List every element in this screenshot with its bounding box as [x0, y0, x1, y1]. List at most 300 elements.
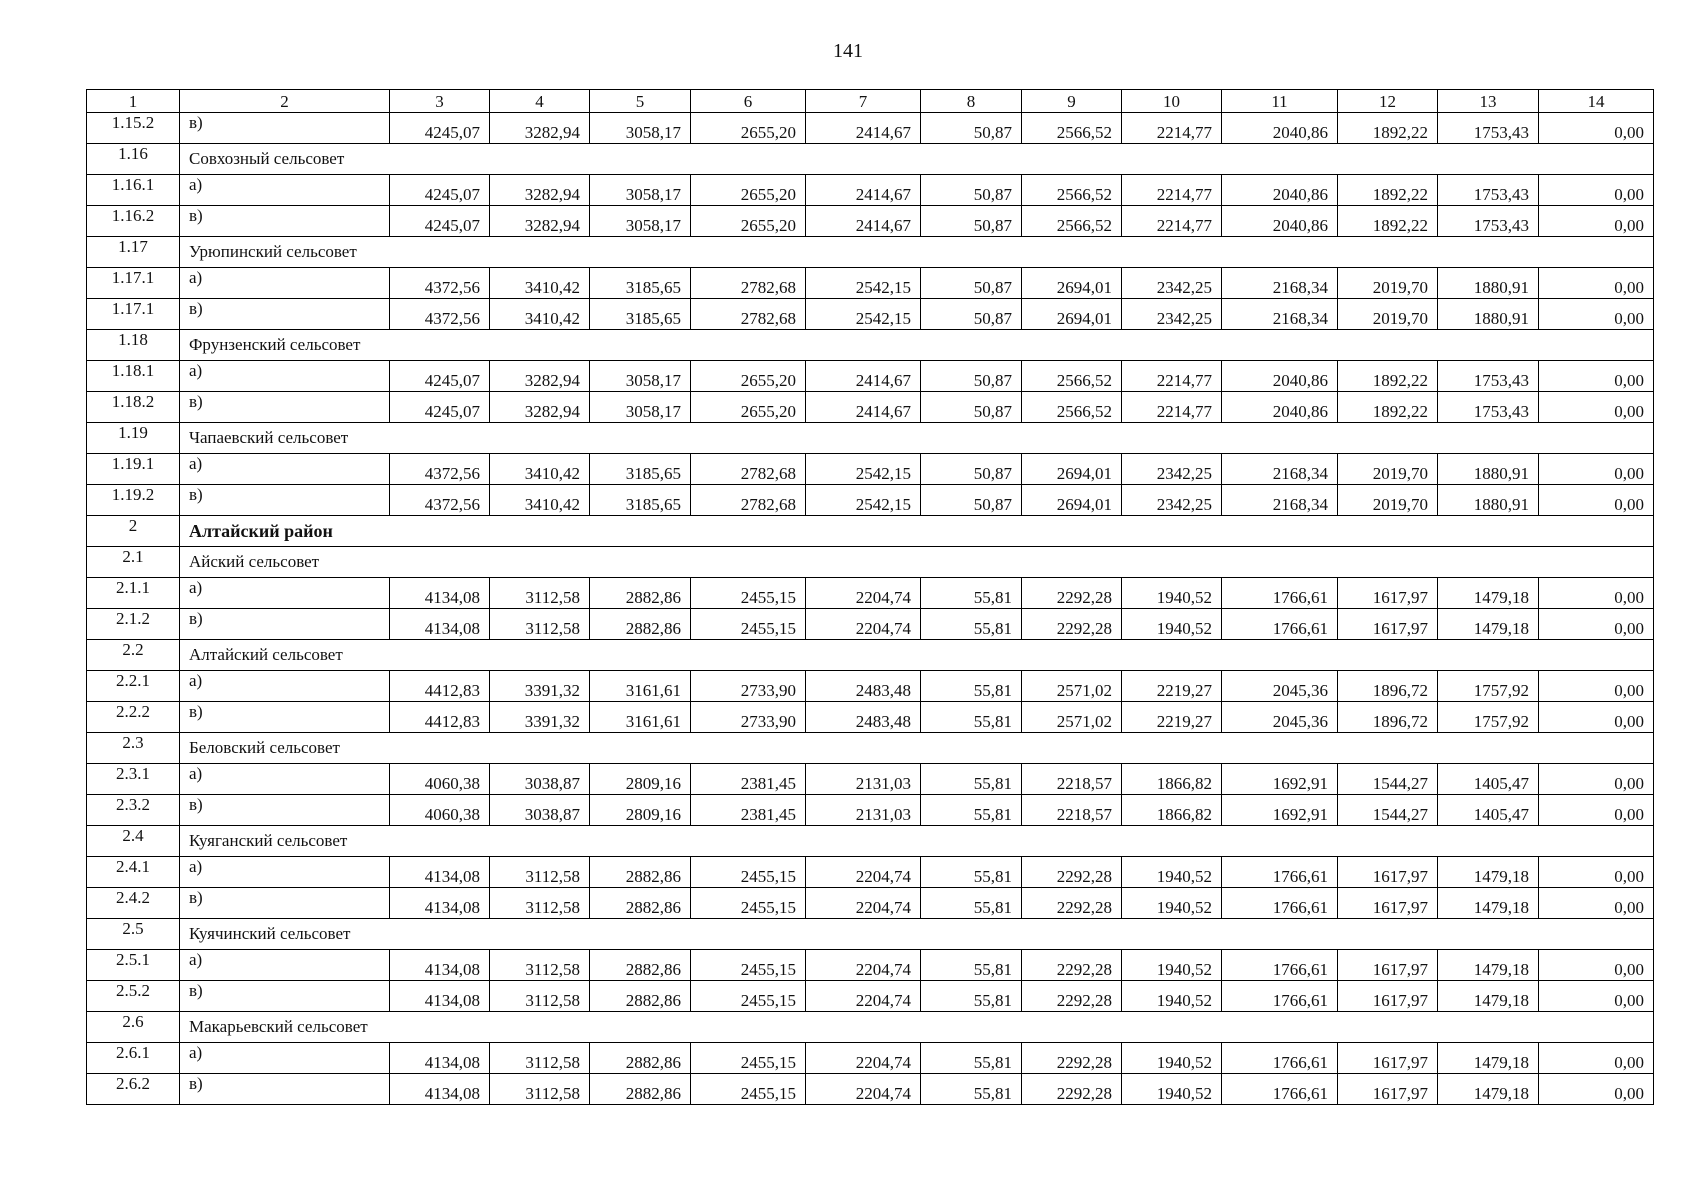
value-cell: 2214,77 [1122, 175, 1222, 206]
value-cell: 3410,42 [490, 268, 590, 299]
settlement-row [87, 144, 1654, 175]
value-cell: 2292,28 [1022, 609, 1122, 640]
value-cell: 2214,77 [1122, 113, 1222, 144]
value-cell: 2414,67 [806, 206, 921, 237]
district-title: Алтайский район [180, 516, 1654, 547]
column-header: 7 [806, 90, 921, 113]
value-cell: 2694,01 [1022, 299, 1122, 330]
value-cell: 3282,94 [490, 392, 590, 423]
value-cell: 0,00 [1539, 609, 1654, 640]
value-cell: 55,81 [921, 764, 1022, 795]
value-cell: 4134,08 [390, 888, 490, 919]
value-cell: 1479,18 [1438, 857, 1539, 888]
table-row [87, 950, 1654, 981]
value-cell: 2040,86 [1222, 361, 1338, 392]
value-cell: 3112,58 [490, 981, 590, 1012]
value-cell: 3410,42 [490, 485, 590, 516]
table-row [87, 113, 1654, 144]
value-cell: 2045,36 [1222, 702, 1338, 733]
value-cell: 1892,22 [1338, 392, 1438, 423]
value-cell: 2292,28 [1022, 981, 1122, 1012]
value-cell: 50,87 [921, 361, 1022, 392]
row-code: 1.19 [87, 423, 180, 454]
settlement-title: Алтайский сельсовет [180, 640, 1654, 671]
value-cell: 2214,77 [1122, 206, 1222, 237]
settlement-title: Совхозный сельсовет [180, 144, 1654, 175]
value-cell: 0,00 [1539, 206, 1654, 237]
value-cell: 2694,01 [1022, 268, 1122, 299]
value-cell: 3185,65 [590, 485, 691, 516]
value-cell: 1940,52 [1122, 609, 1222, 640]
value-cell: 3282,94 [490, 361, 590, 392]
value-cell: 2455,15 [691, 609, 806, 640]
value-cell: 2571,02 [1022, 671, 1122, 702]
row-code: 2.1.1 [87, 578, 180, 609]
value-cell: 2204,74 [806, 578, 921, 609]
row-label: в) [180, 485, 390, 516]
value-cell: 4372,56 [390, 299, 490, 330]
value-cell: 1479,18 [1438, 609, 1539, 640]
value-cell: 1479,18 [1438, 981, 1539, 1012]
value-cell: 0,00 [1539, 764, 1654, 795]
value-cell: 3112,58 [490, 1043, 590, 1074]
value-cell: 2694,01 [1022, 454, 1122, 485]
value-cell: 2168,34 [1222, 485, 1338, 516]
value-cell: 55,81 [921, 795, 1022, 826]
value-cell: 3058,17 [590, 113, 691, 144]
value-cell: 1753,43 [1438, 392, 1539, 423]
value-cell: 2040,86 [1222, 113, 1338, 144]
settlement-row [87, 640, 1654, 671]
value-cell: 50,87 [921, 206, 1022, 237]
row-code: 2.5.2 [87, 981, 180, 1012]
value-cell: 2542,15 [806, 268, 921, 299]
settlement-title: Айский сельсовет [180, 547, 1654, 578]
value-cell: 0,00 [1539, 1074, 1654, 1105]
row-label: а) [180, 764, 390, 795]
value-cell: 1757,92 [1438, 702, 1539, 733]
row-label: в) [180, 609, 390, 640]
row-label: а) [180, 454, 390, 485]
row-code: 1.17 [87, 237, 180, 268]
district-row [87, 516, 1654, 547]
value-cell: 2204,74 [806, 1074, 921, 1105]
value-cell: 2040,86 [1222, 175, 1338, 206]
table-row [87, 609, 1654, 640]
value-cell: 2542,15 [806, 299, 921, 330]
value-cell: 0,00 [1539, 361, 1654, 392]
value-cell: 2292,28 [1022, 1074, 1122, 1105]
value-cell: 2455,15 [691, 578, 806, 609]
row-label: в) [180, 1074, 390, 1105]
value-cell: 3112,58 [490, 950, 590, 981]
value-cell: 2342,25 [1122, 485, 1222, 516]
row-label: а) [180, 1043, 390, 1074]
settlement-row [87, 330, 1654, 361]
value-cell: 1892,22 [1338, 361, 1438, 392]
value-cell: 1892,22 [1338, 206, 1438, 237]
value-cell: 2455,15 [691, 950, 806, 981]
value-cell: 2342,25 [1122, 268, 1222, 299]
column-header: 6 [691, 90, 806, 113]
value-cell: 1617,97 [1338, 1074, 1438, 1105]
value-cell: 2040,86 [1222, 392, 1338, 423]
table-row [87, 206, 1654, 237]
value-cell: 4134,08 [390, 950, 490, 981]
value-cell: 3185,65 [590, 454, 691, 485]
column-header: 13 [1438, 90, 1539, 113]
value-cell: 3112,58 [490, 1074, 590, 1105]
value-cell: 55,81 [921, 950, 1022, 981]
value-cell: 1766,61 [1222, 950, 1338, 981]
value-cell: 1766,61 [1222, 857, 1338, 888]
value-cell: 0,00 [1539, 671, 1654, 702]
value-cell: 2414,67 [806, 113, 921, 144]
row-label: а) [180, 857, 390, 888]
value-cell: 2566,52 [1022, 175, 1122, 206]
settlement-title: Фрунзенский сельсовет [180, 330, 1654, 361]
value-cell: 50,87 [921, 485, 1022, 516]
value-cell: 4134,08 [390, 1043, 490, 1074]
value-cell: 4134,08 [390, 609, 490, 640]
row-code: 2.1 [87, 547, 180, 578]
value-cell: 3282,94 [490, 206, 590, 237]
table-row [87, 392, 1654, 423]
value-cell: 50,87 [921, 175, 1022, 206]
value-cell: 50,87 [921, 392, 1022, 423]
value-cell: 2204,74 [806, 609, 921, 640]
value-cell: 4134,08 [390, 981, 490, 1012]
table-body [87, 90, 1654, 1105]
row-code: 1.19.2 [87, 485, 180, 516]
row-code: 2.5.1 [87, 950, 180, 981]
value-cell: 0,00 [1539, 578, 1654, 609]
row-code: 2.2.1 [87, 671, 180, 702]
value-cell: 1617,97 [1338, 981, 1438, 1012]
value-cell: 1753,43 [1438, 361, 1539, 392]
value-cell: 55,81 [921, 857, 1022, 888]
value-cell: 1940,52 [1122, 981, 1222, 1012]
value-cell: 0,00 [1539, 950, 1654, 981]
value-cell: 0,00 [1539, 268, 1654, 299]
value-cell: 2045,36 [1222, 671, 1338, 702]
value-cell: 1617,97 [1338, 888, 1438, 919]
row-code: 1.16.2 [87, 206, 180, 237]
value-cell: 2381,45 [691, 764, 806, 795]
value-cell: 50,87 [921, 299, 1022, 330]
value-cell: 3112,58 [490, 609, 590, 640]
row-label: в) [180, 981, 390, 1012]
table-row [87, 857, 1654, 888]
row-code: 2 [87, 516, 180, 547]
value-cell: 2483,48 [806, 671, 921, 702]
value-cell: 0,00 [1539, 113, 1654, 144]
value-cell: 1940,52 [1122, 1043, 1222, 1074]
table-row [87, 981, 1654, 1012]
value-cell: 2204,74 [806, 888, 921, 919]
value-cell: 1753,43 [1438, 206, 1539, 237]
value-cell: 2168,34 [1222, 268, 1338, 299]
value-cell: 3112,58 [490, 857, 590, 888]
value-cell: 2882,86 [590, 578, 691, 609]
value-cell: 2882,86 [590, 888, 691, 919]
value-cell: 3185,65 [590, 268, 691, 299]
value-cell: 4134,08 [390, 578, 490, 609]
row-code: 2.2 [87, 640, 180, 671]
column-number-row [87, 90, 1654, 113]
row-code: 1.18 [87, 330, 180, 361]
value-cell: 2292,28 [1022, 1043, 1122, 1074]
value-cell: 2218,57 [1022, 764, 1122, 795]
column-header: 12 [1338, 90, 1438, 113]
row-label: в) [180, 888, 390, 919]
value-cell: 3185,65 [590, 299, 691, 330]
value-cell: 3391,32 [490, 702, 590, 733]
value-cell: 1766,61 [1222, 578, 1338, 609]
value-cell: 2455,15 [691, 1074, 806, 1105]
value-cell: 2168,34 [1222, 454, 1338, 485]
value-cell: 0,00 [1539, 857, 1654, 888]
value-cell: 55,81 [921, 578, 1022, 609]
row-label: а) [180, 268, 390, 299]
row-label: в) [180, 299, 390, 330]
value-cell: 1479,18 [1438, 1043, 1539, 1074]
value-cell: 1692,91 [1222, 764, 1338, 795]
value-cell: 55,81 [921, 609, 1022, 640]
value-cell: 2204,74 [806, 950, 921, 981]
value-cell: 2214,77 [1122, 361, 1222, 392]
row-label: а) [180, 578, 390, 609]
table-row [87, 1074, 1654, 1105]
settlement-row [87, 1012, 1654, 1043]
value-cell: 4060,38 [390, 764, 490, 795]
value-cell: 55,81 [921, 981, 1022, 1012]
value-cell: 3161,61 [590, 671, 691, 702]
settlement-title: Макарьевский сельсовет [180, 1012, 1654, 1043]
column-header: 1 [87, 90, 180, 113]
column-header: 8 [921, 90, 1022, 113]
value-cell: 1880,91 [1438, 485, 1539, 516]
value-cell: 2414,67 [806, 361, 921, 392]
column-header: 10 [1122, 90, 1222, 113]
value-cell: 2809,16 [590, 764, 691, 795]
table-row [87, 764, 1654, 795]
value-cell: 2882,86 [590, 950, 691, 981]
row-code: 2.3.2 [87, 795, 180, 826]
row-label: а) [180, 175, 390, 206]
value-cell: 1896,72 [1338, 702, 1438, 733]
row-label: в) [180, 392, 390, 423]
value-cell: 2542,15 [806, 485, 921, 516]
column-header: 11 [1222, 90, 1338, 113]
row-code: 1.19.1 [87, 454, 180, 485]
value-cell: 1892,22 [1338, 113, 1438, 144]
value-cell: 2019,70 [1338, 485, 1438, 516]
value-cell: 2342,25 [1122, 454, 1222, 485]
value-cell: 1479,18 [1438, 888, 1539, 919]
value-cell: 1766,61 [1222, 981, 1338, 1012]
value-cell: 2414,67 [806, 392, 921, 423]
value-cell: 2655,20 [691, 175, 806, 206]
value-cell: 55,81 [921, 671, 1022, 702]
value-cell: 2566,52 [1022, 206, 1122, 237]
value-cell: 1617,97 [1338, 578, 1438, 609]
row-label: в) [180, 795, 390, 826]
value-cell: 2566,52 [1022, 392, 1122, 423]
value-cell: 1940,52 [1122, 950, 1222, 981]
value-cell: 0,00 [1539, 175, 1654, 206]
value-cell: 2655,20 [691, 392, 806, 423]
value-cell: 3112,58 [490, 578, 590, 609]
value-cell: 3038,87 [490, 764, 590, 795]
settlement-row [87, 733, 1654, 764]
value-cell: 1544,27 [1338, 764, 1438, 795]
value-cell: 50,87 [921, 454, 1022, 485]
value-cell: 1479,18 [1438, 1074, 1539, 1105]
value-cell: 1880,91 [1438, 454, 1539, 485]
value-cell: 4245,07 [390, 113, 490, 144]
value-cell: 1892,22 [1338, 175, 1438, 206]
value-cell: 2455,15 [691, 888, 806, 919]
table-row [87, 454, 1654, 485]
value-cell: 0,00 [1539, 485, 1654, 516]
value-cell: 2131,03 [806, 795, 921, 826]
settlement-title: Чапаевский сельсовет [180, 423, 1654, 454]
value-cell: 0,00 [1539, 299, 1654, 330]
value-cell: 2218,57 [1022, 795, 1122, 826]
value-cell: 2566,52 [1022, 361, 1122, 392]
value-cell: 2292,28 [1022, 888, 1122, 919]
value-cell: 2168,34 [1222, 299, 1338, 330]
value-cell: 2782,68 [691, 454, 806, 485]
value-cell: 4372,56 [390, 485, 490, 516]
value-cell: 2733,90 [691, 702, 806, 733]
value-cell: 3058,17 [590, 175, 691, 206]
row-code: 2.3 [87, 733, 180, 764]
value-cell: 1766,61 [1222, 1074, 1338, 1105]
value-cell: 55,81 [921, 702, 1022, 733]
value-cell: 1617,97 [1338, 1043, 1438, 1074]
value-cell: 4245,07 [390, 361, 490, 392]
value-cell: 0,00 [1539, 981, 1654, 1012]
row-code: 1.18.1 [87, 361, 180, 392]
value-cell: 2381,45 [691, 795, 806, 826]
value-cell: 3391,32 [490, 671, 590, 702]
settlement-row [87, 919, 1654, 950]
row-code: 2.4.1 [87, 857, 180, 888]
value-cell: 1766,61 [1222, 609, 1338, 640]
value-cell: 2571,02 [1022, 702, 1122, 733]
table-row [87, 299, 1654, 330]
row-label: в) [180, 113, 390, 144]
value-cell: 2655,20 [691, 113, 806, 144]
value-cell: 2455,15 [691, 1043, 806, 1074]
value-cell: 0,00 [1539, 1043, 1654, 1074]
row-code: 2.5 [87, 919, 180, 950]
value-cell: 2566,52 [1022, 113, 1122, 144]
value-cell: 2414,67 [806, 175, 921, 206]
table-row [87, 1043, 1654, 1074]
value-cell: 0,00 [1539, 888, 1654, 919]
value-cell: 2040,86 [1222, 206, 1338, 237]
value-cell: 3112,58 [490, 888, 590, 919]
table-row [87, 175, 1654, 206]
settlement-row [87, 826, 1654, 857]
value-cell: 2219,27 [1122, 702, 1222, 733]
row-code: 2.1.2 [87, 609, 180, 640]
row-label: а) [180, 671, 390, 702]
value-cell: 1692,91 [1222, 795, 1338, 826]
table-row [87, 578, 1654, 609]
table-row [87, 795, 1654, 826]
value-cell: 2019,70 [1338, 268, 1438, 299]
value-cell: 1753,43 [1438, 175, 1539, 206]
value-cell: 3038,87 [490, 795, 590, 826]
settlement-title: Куяганский сельсовет [180, 826, 1654, 857]
value-cell: 0,00 [1539, 702, 1654, 733]
value-cell: 1940,52 [1122, 888, 1222, 919]
value-cell: 2204,74 [806, 857, 921, 888]
settlement-row [87, 423, 1654, 454]
value-cell: 2809,16 [590, 795, 691, 826]
value-cell: 3058,17 [590, 361, 691, 392]
value-cell: 2882,86 [590, 1043, 691, 1074]
value-cell: 3282,94 [490, 175, 590, 206]
value-cell: 4245,07 [390, 175, 490, 206]
value-cell: 3410,42 [490, 454, 590, 485]
column-header: 4 [490, 90, 590, 113]
value-cell: 1479,18 [1438, 578, 1539, 609]
table-row [87, 671, 1654, 702]
value-cell: 4245,07 [390, 392, 490, 423]
value-cell: 0,00 [1539, 454, 1654, 485]
page-number: 141 [833, 40, 863, 62]
value-cell: 2882,86 [590, 1074, 691, 1105]
value-cell: 55,81 [921, 1074, 1022, 1105]
value-cell: 4412,83 [390, 671, 490, 702]
value-cell: 2782,68 [691, 268, 806, 299]
table-row [87, 268, 1654, 299]
value-cell: 2131,03 [806, 764, 921, 795]
table-row [87, 888, 1654, 919]
value-cell: 3058,17 [590, 392, 691, 423]
value-cell: 2204,74 [806, 1043, 921, 1074]
row-code: 1.17.1 [87, 268, 180, 299]
value-cell: 50,87 [921, 113, 1022, 144]
settlement-row [87, 547, 1654, 578]
value-cell: 4412,83 [390, 702, 490, 733]
value-cell: 3410,42 [490, 299, 590, 330]
value-cell: 2342,25 [1122, 299, 1222, 330]
value-cell: 2204,74 [806, 981, 921, 1012]
value-cell: 2882,86 [590, 857, 691, 888]
value-cell: 50,87 [921, 268, 1022, 299]
row-code: 2.4 [87, 826, 180, 857]
row-label: а) [180, 950, 390, 981]
value-cell: 2292,28 [1022, 857, 1122, 888]
value-cell: 1479,18 [1438, 950, 1539, 981]
value-cell: 1757,92 [1438, 671, 1539, 702]
value-cell: 4060,38 [390, 795, 490, 826]
value-cell: 4134,08 [390, 1074, 490, 1105]
value-cell: 0,00 [1539, 795, 1654, 826]
row-label: в) [180, 206, 390, 237]
value-cell: 55,81 [921, 1043, 1022, 1074]
value-cell: 1880,91 [1438, 299, 1539, 330]
value-cell: 1940,52 [1122, 857, 1222, 888]
value-cell: 3282,94 [490, 113, 590, 144]
row-code: 2.6 [87, 1012, 180, 1043]
